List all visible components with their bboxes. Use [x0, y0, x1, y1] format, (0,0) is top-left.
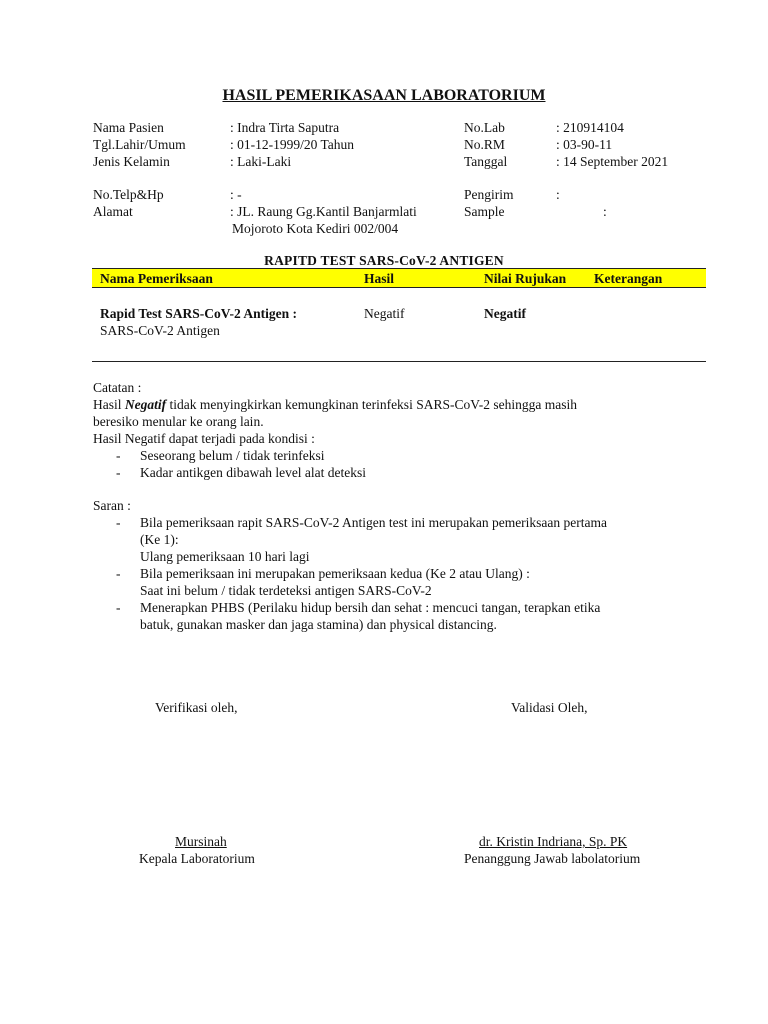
value-sample: : — [603, 204, 607, 219]
condition-item: Kadar antikgen dibawah level alat deteksi — [140, 465, 367, 480]
advice-dash: - — [116, 566, 121, 581]
validator-name: dr. Kristin Indriana, Sp. PK — [479, 834, 628, 849]
value-jenis-kelamin: : Laki-Laki — [230, 154, 292, 169]
label-pengirim: Pengirim — [464, 187, 514, 202]
row-test-name: Rapid Test SARS-CoV-2 Antigen : — [100, 306, 298, 321]
value-tanggal: : 14 September 2021 — [556, 154, 669, 169]
notes-heading: Catatan : — [93, 380, 142, 395]
table-bottom-rule — [92, 361, 706, 362]
report-title: HASIL PEMERIKASAAN LABORATORIUM — [222, 87, 546, 104]
header-keterangan: Keterangan — [594, 271, 663, 286]
validation-caption: Validasi Oleh, — [511, 700, 588, 715]
notes-line1-emph: Negatif — [124, 397, 167, 412]
value-no-telp: : - — [230, 187, 242, 202]
header-nilai-rujukan: Nilai Rujukan — [484, 271, 567, 286]
verifier-role: Kepala Laboratorium — [139, 851, 255, 866]
value-no-rm: : 03-90-11 — [556, 137, 613, 152]
value-alamat-line2: Mojoroto Kota Kediri 002/004 — [232, 221, 399, 236]
label-no-rm: No.RM — [464, 137, 505, 152]
value-no-lab: : 210914104 — [556, 120, 624, 135]
value-pengirim: : — [556, 187, 560, 202]
notes-line1 — [93, 396, 577, 413]
advice-item-1-line1: Bila pemeriksaan rapit SARS-CoV-2 Antigen test ini merupakan pemeriksaan pertama — [140, 515, 608, 530]
label-nama-pasien: Nama Pasien — [93, 120, 164, 135]
advice-item-3-line2: batuk, gunakan masker dan jaga stamina) dan physical distancing. — [140, 617, 497, 632]
row-result: Negatif — [364, 306, 405, 321]
notes-line1-suffix: tidak menyingkirkan kemungkinan terinfeksi SARS-CoV-2 sehingga masih — [166, 397, 577, 412]
value-tgl-lahir: : 01-12-1999/20 Tahun — [230, 137, 355, 152]
advice-item-2-line1: Bila pemeriksaan ini merupakan pemeriksaan kedua (Ke 2 atau Ulang) : — [140, 566, 530, 581]
condition-item: Seseorang belum / tidak terinfeksi — [140, 448, 325, 463]
notes-line1-prefix: Hasil — [93, 397, 125, 412]
results-table-header — [92, 268, 706, 288]
label-no-telp: No.Telp&Hp — [93, 187, 164, 202]
advice-item-2-line2: Saat ini belum / tidak terdeteksi antigen SARS-CoV-2 — [140, 583, 432, 598]
value-nama-pasien: : Indra Tirta Saputra — [230, 120, 340, 135]
label-no-lab: No.Lab — [464, 120, 505, 135]
advice-dash: - — [116, 515, 121, 530]
advice-item-1-line3: Ulang pemeriksaan 10 hari lagi — [140, 549, 310, 564]
advice-item-1-line2: (Ke 1): — [140, 532, 179, 547]
advice-dash: - — [116, 600, 121, 615]
verification-caption: Verifikasi oleh, — [155, 700, 238, 715]
label-tgl-lahir: Tgl.Lahir/Umum — [93, 137, 186, 152]
label-alamat: Alamat — [93, 204, 133, 219]
validator-role: Penanggung Jawab labolatorium — [464, 851, 641, 866]
row-test-subname: SARS-CoV-2 Antigen — [100, 323, 220, 338]
advice-heading: Saran : — [93, 498, 131, 513]
row-reference: Negatif — [484, 306, 526, 321]
label-sample: Sample — [464, 204, 505, 219]
condition-dash: - — [116, 448, 121, 463]
value-alamat: : JL. Raung Gg.Kantil Banjarmlati — [230, 204, 417, 219]
header-hasil: Hasil — [364, 271, 395, 286]
condition-dash: - — [116, 465, 121, 480]
test-title: RAPITD TEST SARS-CoV-2 ANTIGEN — [264, 253, 504, 268]
header-nama-pemeriksaan: Nama Pemeriksaan — [100, 271, 213, 286]
label-jenis-kelamin: Jenis Kelamin — [93, 154, 170, 169]
verifier-name: Mursinah — [175, 834, 227, 849]
advice-item-3-line1: Menerapkan PHBS (Perilaku hidup bersih dan sehat : mencuci tangan, terapkan etika — [140, 600, 601, 615]
notes-line3: Hasil Negatif dapat terjadi pada kondisi : — [93, 431, 315, 446]
notes-line2: beresiko menular ke orang lain. — [93, 414, 264, 429]
label-tanggal: Tanggal — [464, 154, 508, 169]
